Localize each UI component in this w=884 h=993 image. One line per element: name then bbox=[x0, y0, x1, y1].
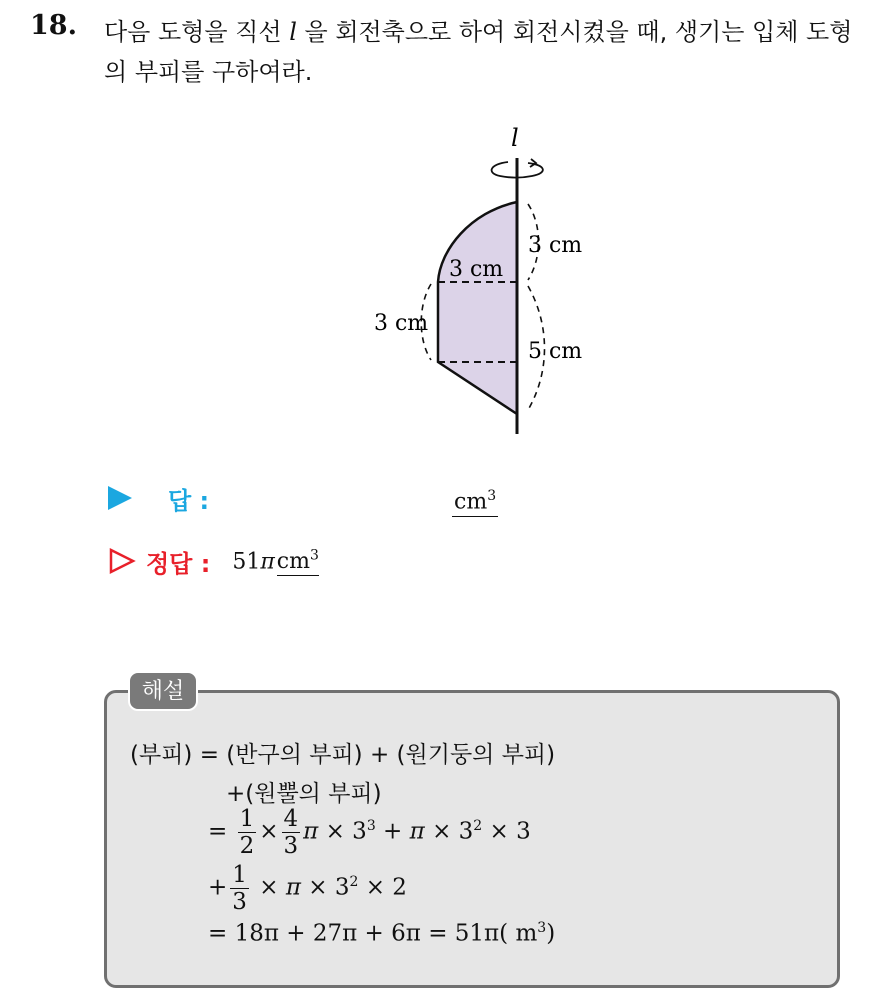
correct-unit-base: cm bbox=[276, 549, 310, 575]
correct-num: 51 bbox=[232, 549, 261, 575]
question-number: 18. bbox=[30, 10, 77, 41]
solution-line-3: = $\frac{1}{2}$ × $\frac{4}{3}$ $\pi \times 3^3 + \pi \times 3^2 \times 3$ bbox=[208, 806, 531, 859]
shaded-shape bbox=[438, 202, 517, 414]
solution-line-1 bbox=[130, 736, 555, 769]
correct-row bbox=[108, 541, 319, 581]
sol-l1-eq: = bbox=[192, 742, 227, 768]
sol-l1-lhs: (부피) bbox=[130, 742, 193, 768]
fraction-four-thirds: $\frac{4}{3}$ bbox=[283, 806, 299, 859]
label-hemisphere-height: 3 cm bbox=[528, 233, 583, 258]
sol-l2: +(원뿔의 부피) bbox=[226, 781, 382, 807]
solution-tag: 해설 bbox=[128, 671, 198, 711]
solution-line-5: = 18π + 27π + 6π = 51π( $m^3$) bbox=[208, 920, 556, 947]
correct-label: 정답 : bbox=[146, 549, 211, 578]
question-text-part1: 다음 도형을 직선 bbox=[104, 18, 290, 46]
solution-line-2 bbox=[226, 775, 382, 808]
correct-unit-exp: 3 bbox=[309, 547, 319, 564]
filled-triangle-icon bbox=[108, 486, 132, 510]
answer-label: 답 : bbox=[168, 486, 210, 515]
answer-blank[interactable] bbox=[452, 483, 498, 517]
fraction-one-third: $\frac{1}{3}$ bbox=[232, 862, 247, 915]
sol-l3-eq: = bbox=[208, 818, 235, 845]
answer-unit-exp: 3 bbox=[487, 488, 497, 504]
correct-pi: π bbox=[260, 549, 275, 575]
question-text-part2: 을 회전축으로 하여 회전시켰을 때, 생기는 입체 도형의 부피를 구하여라. bbox=[104, 18, 853, 86]
label-top-radius: 3 cm bbox=[449, 257, 504, 282]
correct-value bbox=[232, 548, 319, 574]
outline-triangle-icon bbox=[108, 547, 136, 575]
axis-variable: l bbox=[289, 18, 297, 46]
sol-l1-rhs: (반구의 부피) + (원기둥의 부피) bbox=[226, 742, 556, 768]
label-cylinder-height: 3 cm bbox=[374, 311, 429, 336]
answer-unit: cm bbox=[454, 489, 488, 515]
sol-l3-times: × bbox=[259, 818, 279, 845]
correct-unit bbox=[277, 549, 319, 576]
axis-label: l bbox=[511, 124, 519, 152]
fraction-one-half: $\frac{1}{2}$ bbox=[239, 806, 255, 859]
solution-line-4: + $\frac{1}{3}$ × $\pi \times 3^2 \times 2$ bbox=[208, 862, 407, 915]
sol-l5: = 18π + 27π + 6π = 51π( m bbox=[208, 920, 538, 947]
answer-row bbox=[108, 478, 209, 518]
label-lower-height: 5 cm bbox=[528, 339, 583, 364]
